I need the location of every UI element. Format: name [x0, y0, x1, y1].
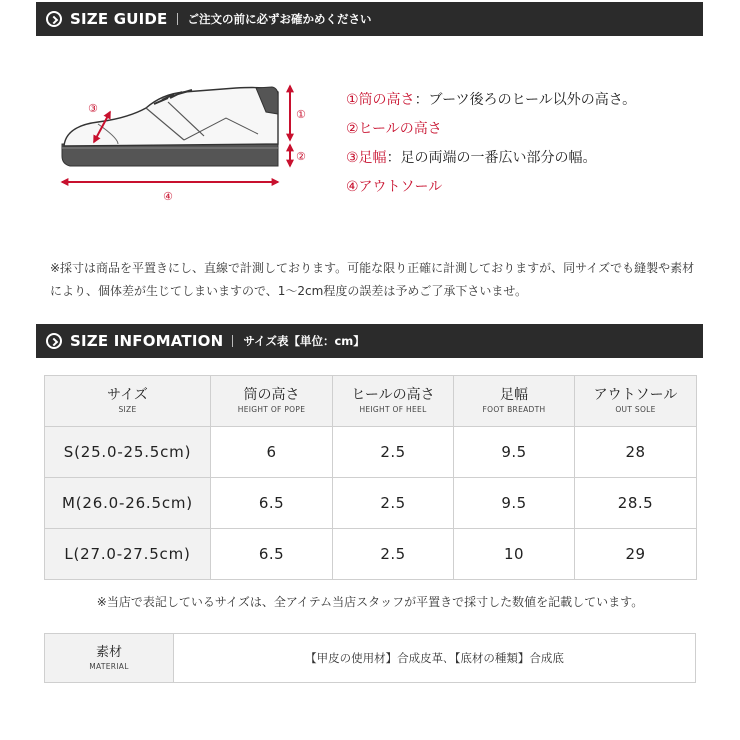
legend-item: ③足幅：足の両端の一番広い部分の幅。 [346, 150, 597, 166]
column-header: アウトソール OUT SOLE [575, 376, 697, 427]
size-guide-subtitle: ご注文の前に必ずお確かめください [187, 12, 372, 26]
table-cell: 2.5 [333, 478, 454, 529]
table-cell: 6.5 [211, 478, 333, 529]
table-cell: 10 [454, 529, 575, 580]
marker-4: ④ [163, 190, 173, 203]
legend-item: ④アウトソール [346, 179, 443, 195]
table-cell: 6.5 [211, 529, 333, 580]
sneaker-diagram-icon [58, 78, 320, 208]
column-header: 足幅 FOOT BREADTH [454, 376, 575, 427]
size-guide-title: SIZE GUIDE [70, 10, 168, 28]
measurement-legend [346, 88, 636, 204]
table-cell: 9.5 [454, 427, 575, 478]
divider [232, 335, 233, 347]
legend-item: ②ヒールの高さ [346, 121, 442, 137]
marker-2: ② [296, 150, 306, 163]
row-header: M(26.0-26.5cm) [45, 478, 211, 529]
material-table [44, 633, 696, 683]
measurement-note: ※採寸は商品を平置きにし、直線で計測しております。可能な限り正確に計測しておりますが、同サイズでも縫製や素材により、個体差が生じてしまいますので、1〜2cm程度の誤差は予めご了承下さいませ。 [50, 261, 695, 298]
shoe-sole [62, 144, 278, 166]
divider [177, 13, 178, 25]
table-cell: 2.5 [333, 427, 454, 478]
material-value: 【甲皮の使用材】合成皮革､【底材の種類】合成底 [174, 634, 696, 683]
table-row [45, 478, 697, 529]
table-cell: 29 [575, 529, 697, 580]
table-cell: 28 [575, 427, 697, 478]
column-header: ヒールの高さ HEIGHT OF HEEL [333, 376, 454, 427]
table-header-row [45, 376, 697, 427]
store-note: ※当店で表記しているサイズは、全アイテム当店スタッフが平置きで採寸した数値を記載しています。 [96, 595, 644, 609]
row-header: L(27.0-27.5cm) [45, 529, 211, 580]
column-header: サイズ SIZE [45, 376, 211, 427]
table-row [45, 427, 697, 478]
table-row [45, 634, 696, 683]
table-cell: 6 [211, 427, 333, 478]
size-info-header [36, 324, 703, 358]
marker-3: ③ [88, 102, 98, 115]
material-header: 素材 MATERIAL [45, 634, 174, 683]
row-header: S(25.0-25.5cm) [45, 427, 211, 478]
chevron-right-circle-icon [46, 11, 62, 27]
table-cell: 28.5 [575, 478, 697, 529]
table-cell: 2.5 [333, 529, 454, 580]
column-header: 筒の高さ HEIGHT OF POPE [211, 376, 333, 427]
table-row [45, 529, 697, 580]
size-table [44, 375, 697, 580]
marker-1: ① [296, 108, 306, 121]
legend-item: ①筒の高さ：ブーツ後ろのヒール以外の高さ。 [346, 92, 637, 108]
chevron-right-circle-icon [46, 333, 62, 349]
size-guide-header [36, 2, 703, 36]
size-info-subtitle: サイズ表【単位：cm】 [243, 334, 365, 348]
table-cell: 9.5 [454, 478, 575, 529]
size-info-title: SIZE INFOMATION [70, 332, 224, 350]
